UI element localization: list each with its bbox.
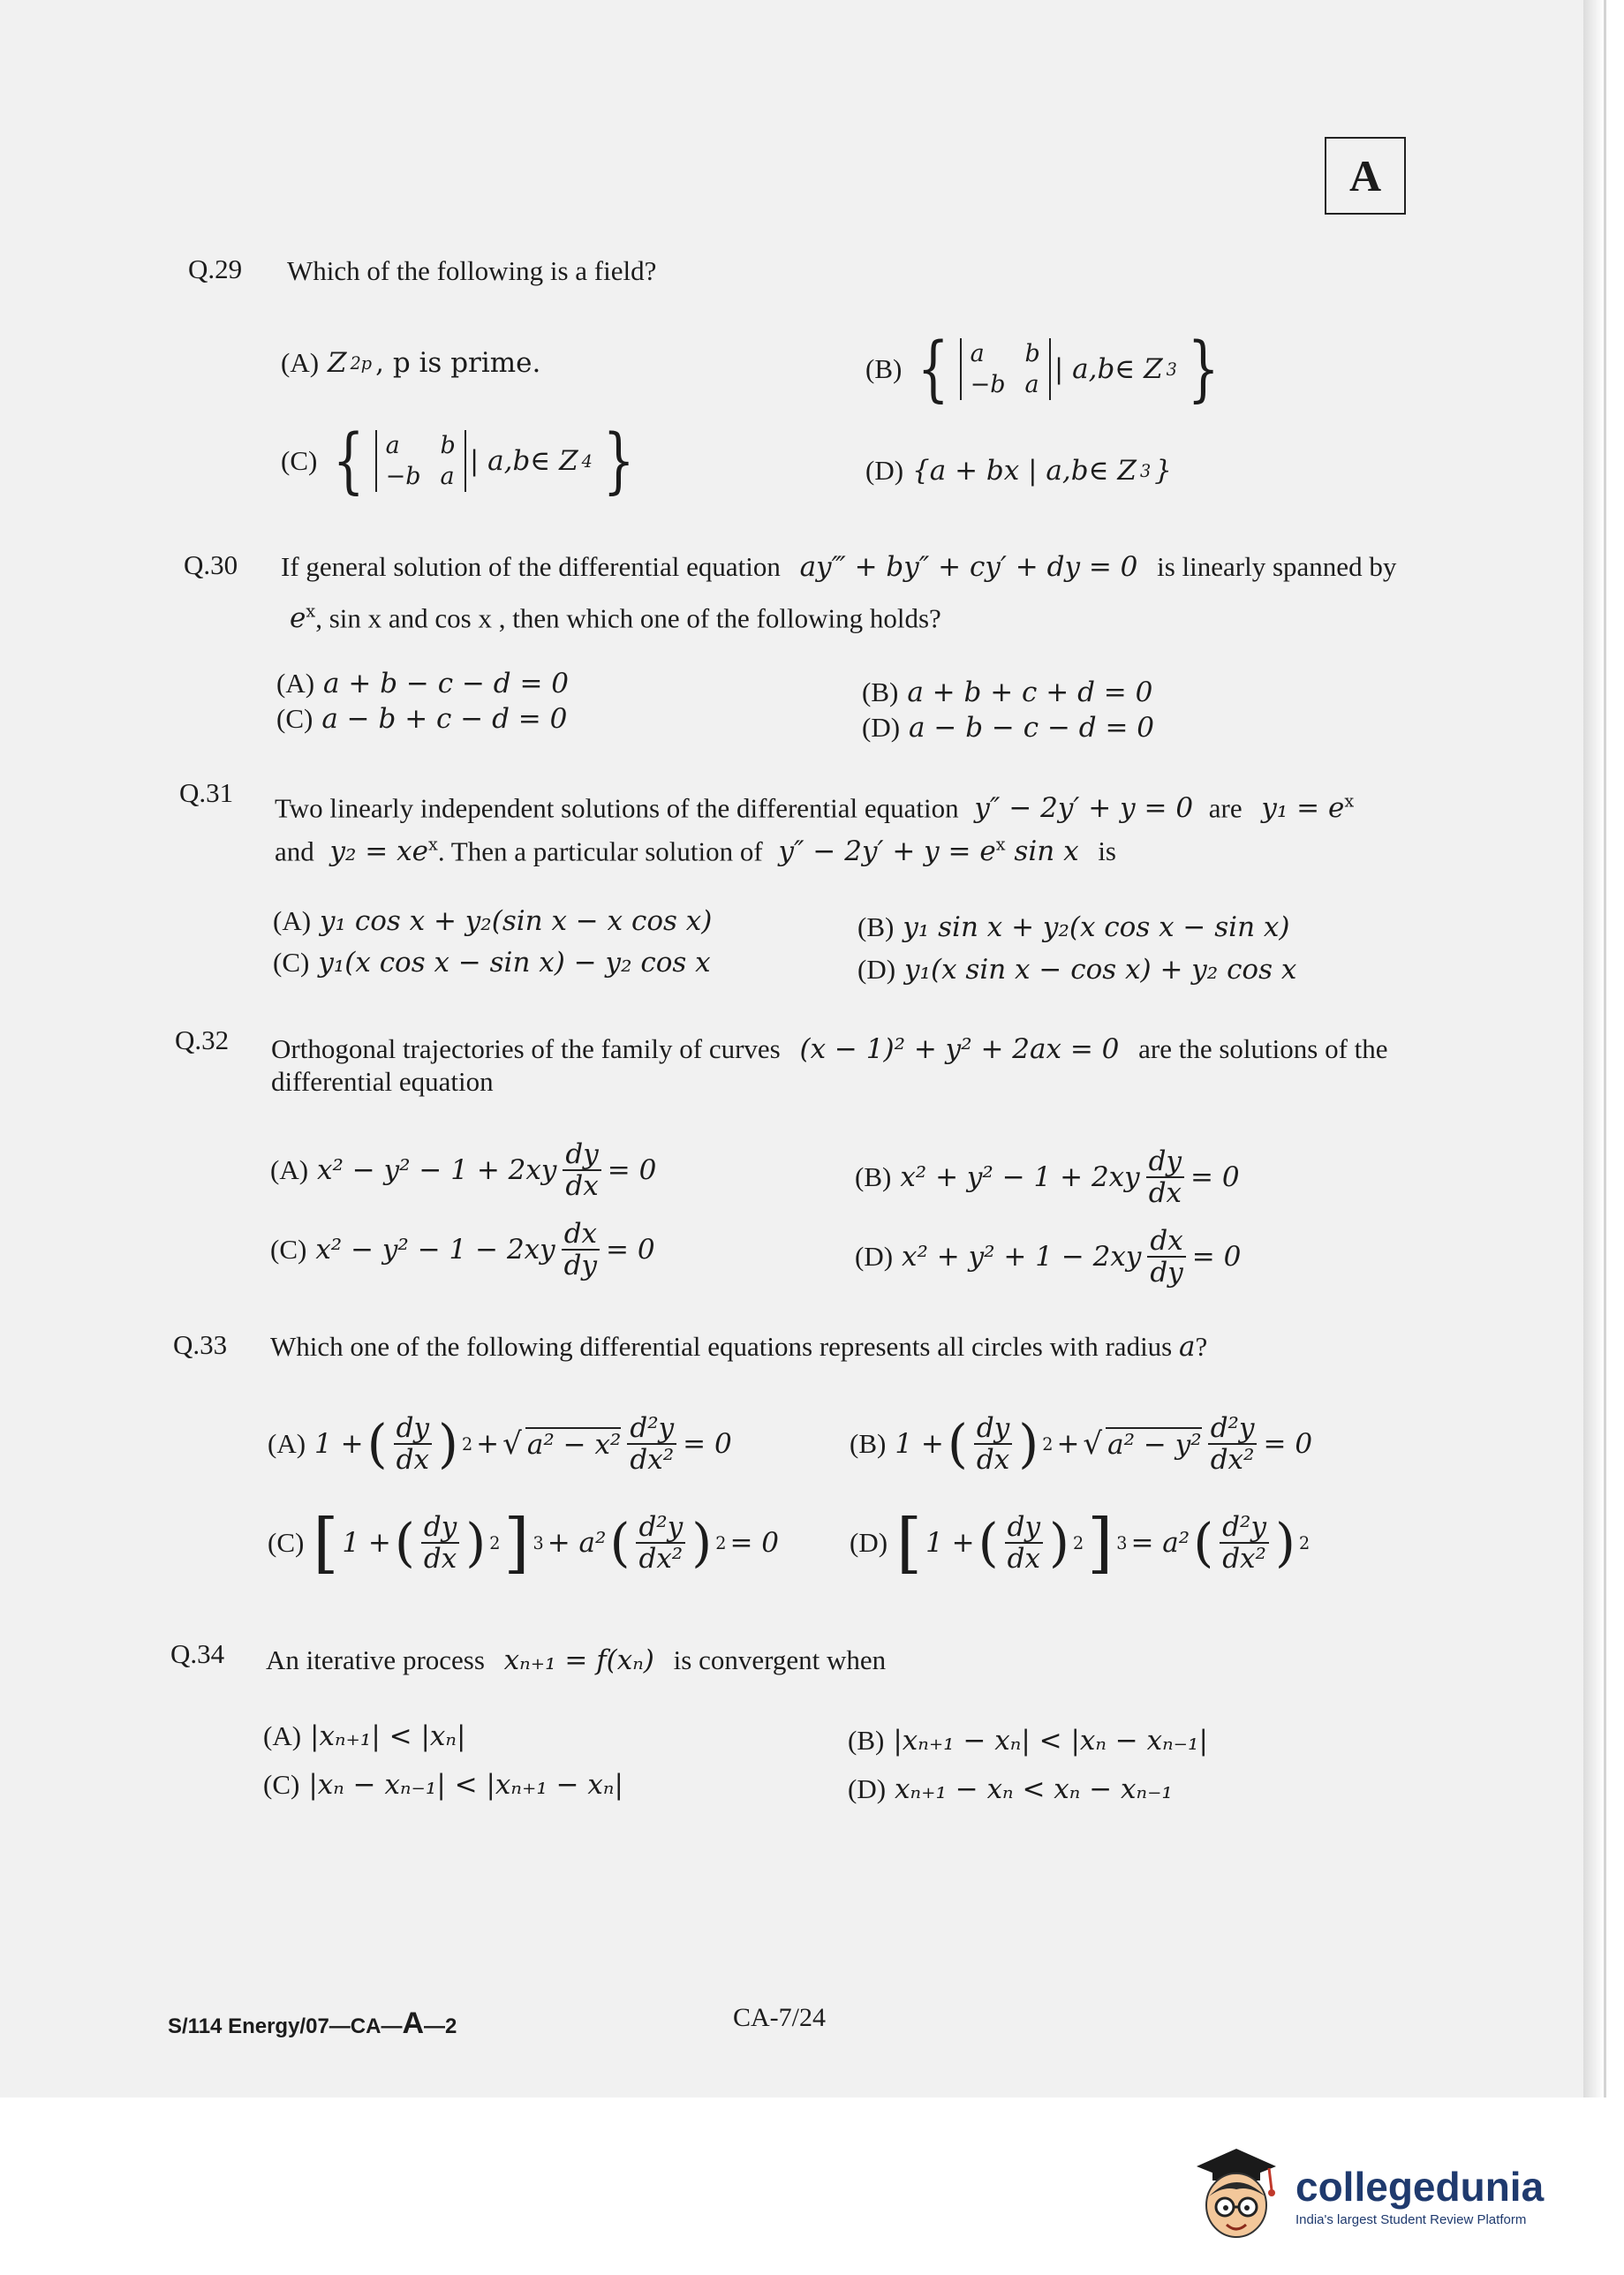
option-label: (B): [850, 1428, 887, 1460]
option-c: [263, 1769, 623, 1801]
math-term: = a²: [1130, 1527, 1190, 1560]
math-sup: 2: [1072, 1532, 1084, 1553]
option-a: [263, 1720, 465, 1752]
stem-text: An iterative process: [266, 1644, 485, 1675]
math-rest: , p is prime.: [375, 347, 541, 379]
math-sup: 3: [1116, 1532, 1128, 1553]
stem-text: If general solution of the differential equation: [281, 551, 781, 582]
fraction-denominator: dx²: [1210, 1444, 1255, 1477]
matrix-cell: −b: [970, 371, 1006, 399]
math-sup: 2: [489, 1532, 501, 1553]
question-number: Q.32: [175, 1024, 230, 1055]
fraction-denominator: dx: [396, 1444, 429, 1477]
option-math: y₁(x cos x − sin x) − y₂ cos x: [318, 947, 711, 979]
set-code: A: [1348, 151, 1382, 200]
option-math: { a b −b a | a,b∈ Z 4 }: [333, 419, 635, 503]
footer-paper-code: [168, 2007, 457, 2041]
math-term: 1 +: [895, 1428, 944, 1461]
fraction-numerator: d²y: [636, 1512, 685, 1544]
stem-text: Orthogonal trajectories of the family of curves: [271, 1033, 781, 1064]
stem-text: are: [1208, 792, 1243, 824]
option-a: [268, 1413, 732, 1475]
option-label: (C): [273, 947, 310, 978]
math-rest: }: [1154, 455, 1172, 487]
math-term: 1 +: [925, 1527, 975, 1560]
math-sup: 2: [461, 1433, 473, 1455]
math-term: 1 +: [342, 1527, 391, 1560]
fraction-numerator: d²y: [1220, 1512, 1269, 1544]
option-math: y₁(x sin x − cos x) + y₂ cos x: [904, 954, 1297, 986]
option-math: [900, 1146, 1239, 1208]
fraction-denominator: dx²: [630, 1444, 675, 1477]
stem-text: Which one of the following differential equations represents all circles with radius: [270, 1331, 1173, 1362]
math-term: +: [476, 1428, 500, 1461]
option-label: (A): [270, 1154, 309, 1186]
matrix-cell: b: [440, 432, 456, 460]
matrix-cell: a: [1024, 371, 1039, 399]
set-condition: | a,b∈ Z: [469, 445, 578, 478]
matrix-cell: a: [385, 432, 400, 460]
stem-math: sin x: [1005, 835, 1079, 868]
option-label: (A): [268, 1428, 306, 1460]
option-math: y₁ cos x + y₂(sin x − x cos x): [320, 905, 713, 937]
option-label: (C): [276, 703, 313, 734]
stem-text: is convergent when: [673, 1644, 887, 1675]
option-math: [328, 347, 540, 379]
stem-math: y″ − 2y′ + y = 0: [974, 792, 1194, 825]
option-label: (D): [850, 1527, 888, 1559]
set-condition: | a,b∈ Z: [1054, 353, 1163, 386]
option-d: [850, 1504, 1311, 1581]
footer-code-text: —2: [424, 2014, 457, 2038]
math-sup: x: [1344, 791, 1355, 812]
question-stem: [270, 1325, 1207, 1369]
math-sub: 4: [581, 450, 593, 472]
option-b: [865, 328, 1226, 411]
option-math: [902, 1226, 1241, 1288]
option-c: [270, 1219, 655, 1281]
fraction-numerator: dy: [394, 1413, 432, 1445]
question-stem: [266, 1638, 886, 1682]
option-label: (B): [855, 1161, 892, 1193]
option-math: a − b − c − d = 0: [909, 712, 1155, 744]
math-sub: 2p: [350, 352, 373, 374]
option-label: (A): [273, 905, 312, 936]
collegedunia-logo[interactable]: [1188, 2137, 1567, 2252]
stem-math: y₂ = xe: [329, 835, 428, 868]
fraction: [1146, 1146, 1184, 1208]
option-label: (D): [848, 1773, 887, 1804]
option-b: [857, 911, 1289, 943]
option-b: [862, 676, 1152, 708]
option-math: [ 1 + ( $\frac{dy}{dx}$ ) 2 ] 3 = a² ( $\frac{\text{d²y}}{\text{dx²}}$ ) 2: [896, 1504, 1311, 1581]
footer-code-text: S/114 Energy/07—CA—: [168, 2014, 403, 2038]
fraction: [421, 1512, 459, 1574]
matrix-cell: −b: [385, 463, 421, 491]
option-label: (A): [276, 668, 315, 699]
question-stem: Which of the following is a field?: [287, 255, 657, 286]
option-a: [273, 905, 712, 937]
fraction-numerator: dy: [1146, 1146, 1184, 1178]
fraction-numerator: d²y: [627, 1413, 676, 1445]
fraction: [1005, 1512, 1043, 1574]
footer-code-set: A: [402, 2007, 425, 2040]
stem-math: xₙ₊₁ = f(xₙ): [503, 1644, 654, 1676]
fraction: [1220, 1512, 1269, 1574]
math-sup: 2: [1042, 1433, 1054, 1455]
option-math: [315, 1219, 654, 1281]
option-math: 1 + ( $\frac{dy}{dx}$ ) 2 + √ a² − x² $\frac{\text{d²y}}{\text{dx²}}$ = 0: [314, 1412, 732, 1477]
option-label: (B): [848, 1725, 885, 1756]
fraction-numerator: dy: [563, 1139, 601, 1171]
fraction-denominator: dx: [976, 1444, 1010, 1477]
option-label: (B): [862, 676, 899, 707]
fraction: [1147, 1226, 1185, 1288]
brand-text: [1295, 2163, 1544, 2227]
fraction-numerator: dx: [562, 1219, 600, 1251]
radicand: a² − x²: [526, 1429, 622, 1462]
option-math: { a b −b a | a,b∈ Z 3 }: [918, 328, 1220, 411]
stem-math: (x − 1)² + y² + 2ax = 0: [799, 1033, 1120, 1065]
fraction: [562, 1219, 600, 1281]
stem-math: e: [290, 602, 306, 635]
option-math: [ 1 + ( $\frac{dy}{dx}$ ) 2 ] 3 + a² ( $\frac{\text{d²y}}{\text{dx²}}$ ) 2 = 0: [313, 1504, 780, 1581]
fraction-numerator: dx: [1147, 1226, 1185, 1258]
math-base: Z: [328, 347, 347, 379]
option-label: (C): [281, 445, 318, 477]
option-d: [862, 712, 1154, 744]
option-b: [850, 1413, 1312, 1475]
stem-text: ?: [1195, 1331, 1208, 1362]
fraction-denominator: dx: [1148, 1177, 1182, 1210]
math-term: x² − y² − 1 − 2xy: [315, 1234, 555, 1266]
math-term: x² − y² − 1 + 2xy: [317, 1154, 557, 1187]
paper-edge: [1583, 0, 1604, 2097]
option-label: (D): [857, 954, 896, 985]
option-math: [317, 1139, 656, 1201]
option-c: [276, 703, 567, 735]
option-b: [848, 1725, 1208, 1757]
math-term: = 0: [606, 1234, 655, 1266]
math-term: +: [1056, 1428, 1080, 1461]
math-term: x² + y² − 1 + 2xy: [900, 1161, 1140, 1194]
math-term: + a²: [547, 1527, 607, 1560]
option-d: [857, 954, 1296, 986]
option-math: y₁ sin x + y₂(x cos x − sin x): [903, 911, 1290, 943]
option-a: [276, 668, 569, 699]
option-d: [848, 1773, 1173, 1805]
question-number: Q.31: [179, 777, 234, 808]
math-term: = 0: [607, 1154, 657, 1187]
question-stem-line-2: differential equation: [271, 1066, 494, 1097]
fraction-denominator: dx: [423, 1543, 457, 1576]
fraction-numerator: dy: [1005, 1512, 1043, 1544]
math-sup: 2: [1298, 1532, 1311, 1553]
brand-name: collegedunia: [1295, 2163, 1545, 2210]
math-term: x² + y² + 1 − 2xy: [902, 1241, 1142, 1274]
matrix-cell: a: [440, 463, 455, 491]
option-label: (D): [855, 1241, 894, 1273]
question-stem-line-2: [290, 590, 941, 640]
math-term: = 0: [683, 1428, 732, 1461]
option-math: [912, 455, 1172, 487]
option-math: |xₙ − xₙ₋₁| < |xₙ₊₁ − xₙ|: [308, 1769, 623, 1801]
fraction-denominator: dy: [563, 1250, 598, 1282]
option-label: (D): [862, 712, 901, 743]
math-sub: 3: [1139, 460, 1152, 481]
option-label: (B): [865, 353, 903, 385]
math-sub: 3: [1166, 359, 1177, 380]
option-label: (D): [865, 455, 904, 486]
fraction: [627, 1413, 676, 1475]
stem-text: is linearly spanned by: [1157, 551, 1397, 582]
math-sup: x: [427, 835, 438, 855]
fraction-numerator: dy: [974, 1413, 1012, 1445]
radicand: a² − y²: [1107, 1429, 1202, 1462]
set-code-box: [1325, 137, 1406, 215]
option-label: (C): [270, 1234, 307, 1266]
matrix: [960, 338, 1051, 400]
fraction-numerator: d²y: [1208, 1413, 1258, 1445]
matrix-cell: b: [1024, 340, 1040, 368]
question-number: Q.33: [173, 1329, 228, 1360]
fraction-denominator: dx²: [1222, 1543, 1266, 1576]
math-term: = 0: [1191, 1241, 1242, 1274]
matrix: [375, 430, 466, 492]
option-math: a − b + c − d = 0: [321, 703, 568, 735]
question-stem-line-2: [275, 823, 1116, 873]
matrix-cell: a: [970, 340, 985, 368]
stem-math: a: [1179, 1331, 1196, 1363]
option-math: 1 + ( $\frac{dy}{dx}$ ) 2 + √ a² − y² $\frac{\text{d²y}}{\text{dx²}}$ = 0: [895, 1412, 1313, 1477]
brand-tagline: India's largest Student Review Platform: [1295, 2211, 1527, 2227]
fraction-denominator: dy: [1150, 1257, 1183, 1289]
option-a: [281, 347, 540, 379]
option-c: [281, 419, 641, 503]
question-number: Q.29: [188, 253, 243, 284]
option-a: [270, 1139, 656, 1201]
question-number: Q.30: [184, 549, 238, 580]
stem-text: Two linearly independent solutions of the differential equation: [275, 792, 959, 824]
mascot-icon: [1188, 2142, 1285, 2248]
option-math: a + b + c + d = 0: [907, 676, 1153, 708]
fraction: [636, 1512, 685, 1574]
option-b: [855, 1146, 1240, 1208]
question-number: Q.34: [170, 1638, 225, 1669]
option-label: (C): [263, 1769, 300, 1800]
option-math: |xₙ₊₁| < |xₙ|: [310, 1720, 466, 1752]
stem-text: is: [1098, 835, 1116, 867]
fraction: [974, 1413, 1012, 1475]
math-base: {a + bx | a,b∈ Z: [912, 455, 1137, 487]
fraction-denominator: dx: [1007, 1543, 1040, 1576]
option-d: [855, 1226, 1241, 1288]
stem-math: y₁ = e: [1261, 792, 1345, 825]
math-term: 1 +: [314, 1428, 364, 1461]
math-term: = 0: [1263, 1428, 1313, 1461]
fraction-denominator: dx: [565, 1170, 599, 1203]
fraction: [394, 1413, 432, 1475]
option-label: (B): [857, 911, 895, 942]
question-stem-line-1: [281, 545, 1396, 589]
stem-text: and: [275, 835, 314, 867]
math-term: = 0: [1190, 1161, 1240, 1194]
stem-text: . Then a particular solution of: [437, 835, 763, 867]
option-math: xₙ₊₁ − xₙ < xₙ − xₙ₋₁: [895, 1773, 1173, 1805]
fraction: [563, 1139, 601, 1201]
stem-text: , sin x and cos x , then which one of the following holds?: [315, 602, 941, 634]
fraction-numerator: dy: [421, 1512, 459, 1544]
math-term: = 0: [729, 1527, 780, 1560]
option-d: [865, 455, 1172, 487]
option-label: (A): [281, 347, 320, 378]
math-sup: 3: [533, 1532, 544, 1553]
math-sup: 2: [715, 1532, 727, 1553]
fraction: [1208, 1413, 1258, 1475]
fraction-denominator: dx²: [638, 1543, 684, 1576]
stem-math: y″ − 2y′ + y = e: [778, 835, 996, 868]
footer-page-number: CA-7/24: [733, 2003, 826, 2032]
option-math: a + b − c − d = 0: [323, 668, 570, 699]
stem-text: are the solutions of the: [1138, 1033, 1388, 1064]
option-label: (C): [268, 1527, 305, 1559]
option-c: [273, 947, 711, 979]
stem-math: ay‴ + by″ + cy′ + dy = 0: [799, 551, 1138, 583]
math-sup: x: [306, 601, 316, 622]
option-label: (A): [263, 1720, 302, 1751]
math-sup: x: [995, 835, 1006, 855]
option-c: [268, 1504, 780, 1581]
option-math: |xₙ₊₁ − xₙ| < |xₙ − xₙ₋₁|: [893, 1725, 1208, 1757]
